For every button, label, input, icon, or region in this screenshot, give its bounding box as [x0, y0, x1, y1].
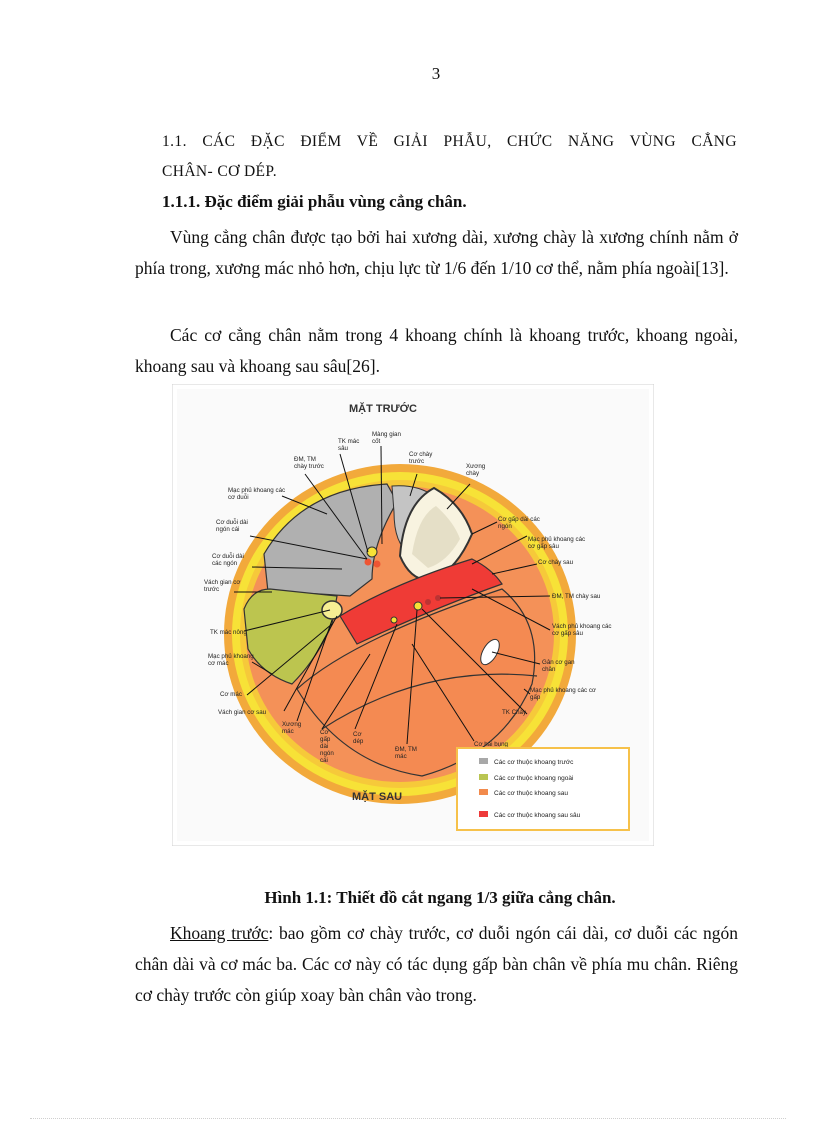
svg-text:Cơ hai bụng: Cơ hai bụng	[474, 741, 508, 748]
svg-text:Mạc phủ khoang cáccơ duỗi: Mạc phủ khoang các cơ duỗi	[228, 487, 286, 501]
svg-text:Mạc phủ khoangcơ mác: Mạc phủ khoang cơ mác	[208, 653, 254, 667]
svg-text:Cơgấpdàingóncái: Cơ gấp dài ngón cái	[320, 729, 334, 764]
fibula-bone	[322, 601, 342, 619]
svg-text:Xươngchày: Xương chày	[466, 463, 486, 477]
svg-text:Cơ duỗi dàicác ngón: Cơ duỗi dài các ngón	[212, 553, 244, 567]
section-heading-line1: 1.1. CÁC ĐẶC ĐIỂM VỀ GIẢI PHẪU, CHỨC NĂNG VÙNG CẲNG	[162, 133, 737, 150]
cross-section-diagram	[172, 384, 654, 846]
paragraph-3-term: Khoang trước	[170, 923, 269, 943]
section-heading-line2: CHÂN- CƠ DÉP.	[162, 163, 278, 180]
svg-text:Cơ gấp dài cácngón: Cơ gấp dài các ngón	[498, 516, 540, 530]
legend-label-posterior: Các cơ thuộc khoang sau	[494, 790, 569, 797]
paragraph-1: Vùng cẳng chân được tạo bởi hai xương dài, xương chày là xương chính nằm ở phía trong, xương mác nhỏ hơn, chịu lực từ 1/6 đến 1/10 cơ thể, nằm phía ngoài[13].	[135, 227, 738, 278]
svg-text:Cơ chày sau: Cơ chày sau	[538, 559, 574, 566]
svg-text:Vách gian cơtrước: Vách gian cơ trước	[204, 579, 241, 593]
svg-text:ĐM, TM chày sau: ĐM, TM chày sau	[552, 593, 601, 600]
legend-label-deep-posterior: Các cơ thuộc khoang sau sâu	[494, 812, 581, 819]
subsection-heading: 1.1.1. Đặc điểm giải phẫu vùng cẳng chân.	[162, 192, 467, 211]
legend-swatch-anterior	[479, 758, 488, 764]
svg-text:Cơ duỗi dàingón cái: Cơ duỗi dài ngón cái	[216, 519, 248, 533]
page-bottom-divider	[30, 1118, 786, 1119]
svg-text:Mạc phủ khoang cáccơ gấp sâu: Mạc phủ khoang các cơ gấp sâu	[528, 536, 586, 550]
svg-text:TK Chày: TK Chày	[502, 709, 527, 716]
legend-swatch-deep-posterior	[479, 811, 488, 817]
figure-title-top: MẶT TRƯỚC	[349, 403, 417, 415]
section-heading	[162, 127, 737, 187]
figure-caption: Hình 1.1: Thiết đồ cắt ngang 1/3 giữa cẳng chân.	[264, 888, 616, 907]
paragraph-2: Các cơ cẳng chân nằm trong 4 khoang chính là khoang trước, khoang ngoài, khoang sau và khoang sau sâu[26].	[135, 325, 738, 376]
svg-text:Vách gian cơ sau: Vách gian cơ sau	[218, 709, 267, 716]
svg-text:Cơ mác: Cơ mác	[220, 691, 242, 698]
svg-text:ĐM, TMchày trước: ĐM, TM chày trước	[294, 456, 324, 470]
svg-text:Cơdép: Cơ dép	[353, 731, 364, 745]
paragraph-3	[135, 918, 738, 1011]
svg-text:Gân cơ ganchân: Gân cơ gan chân	[542, 659, 575, 673]
page-number: 3	[431, 64, 441, 83]
figure-legend	[457, 748, 629, 830]
svg-text:Xươngmác: Xương mác	[282, 721, 302, 735]
paragraph-3-text: : bao gồm cơ chày trước, cơ duỗi ngón cái dài, cơ duỗi các ngón chân dài và cơ mác ba. Các cơ này có tác dụng gấp bàn chân về phía mu chân. Riêng cơ chày trước còn giúp xoay bàn chân vào trong.	[135, 923, 738, 1005]
svg-text:Mạc phủ khoang các cơgấp: Mạc phủ khoang các cơ gấp	[530, 687, 596, 701]
legend-swatch-posterior	[479, 789, 488, 795]
legend-label-anterior: Các cơ thuộc khoang trước	[494, 759, 574, 766]
svg-text:Vách phủ khoang cáccơ gấp sâu: Vách phủ khoang các cơ gấp sâu	[552, 623, 612, 637]
legend-swatch-lateral	[479, 774, 488, 780]
svg-text:ĐM, TMmác: ĐM, TM mác	[395, 746, 417, 760]
anatomy-figure	[172, 384, 654, 846]
svg-text:TK mác nông: TK mác nông	[210, 629, 247, 636]
legend-label-lateral: Các cơ thuộc khoang ngoài	[494, 775, 574, 782]
svg-text:TK mácsâu: TK mác sâu	[338, 438, 360, 452]
svg-text:Cơ chàytrước: Cơ chày trước	[409, 451, 433, 465]
svg-text:Màng giancốt: Màng gian cốt	[372, 431, 401, 445]
figure-title-bottom: MẶT SAU	[352, 791, 403, 803]
